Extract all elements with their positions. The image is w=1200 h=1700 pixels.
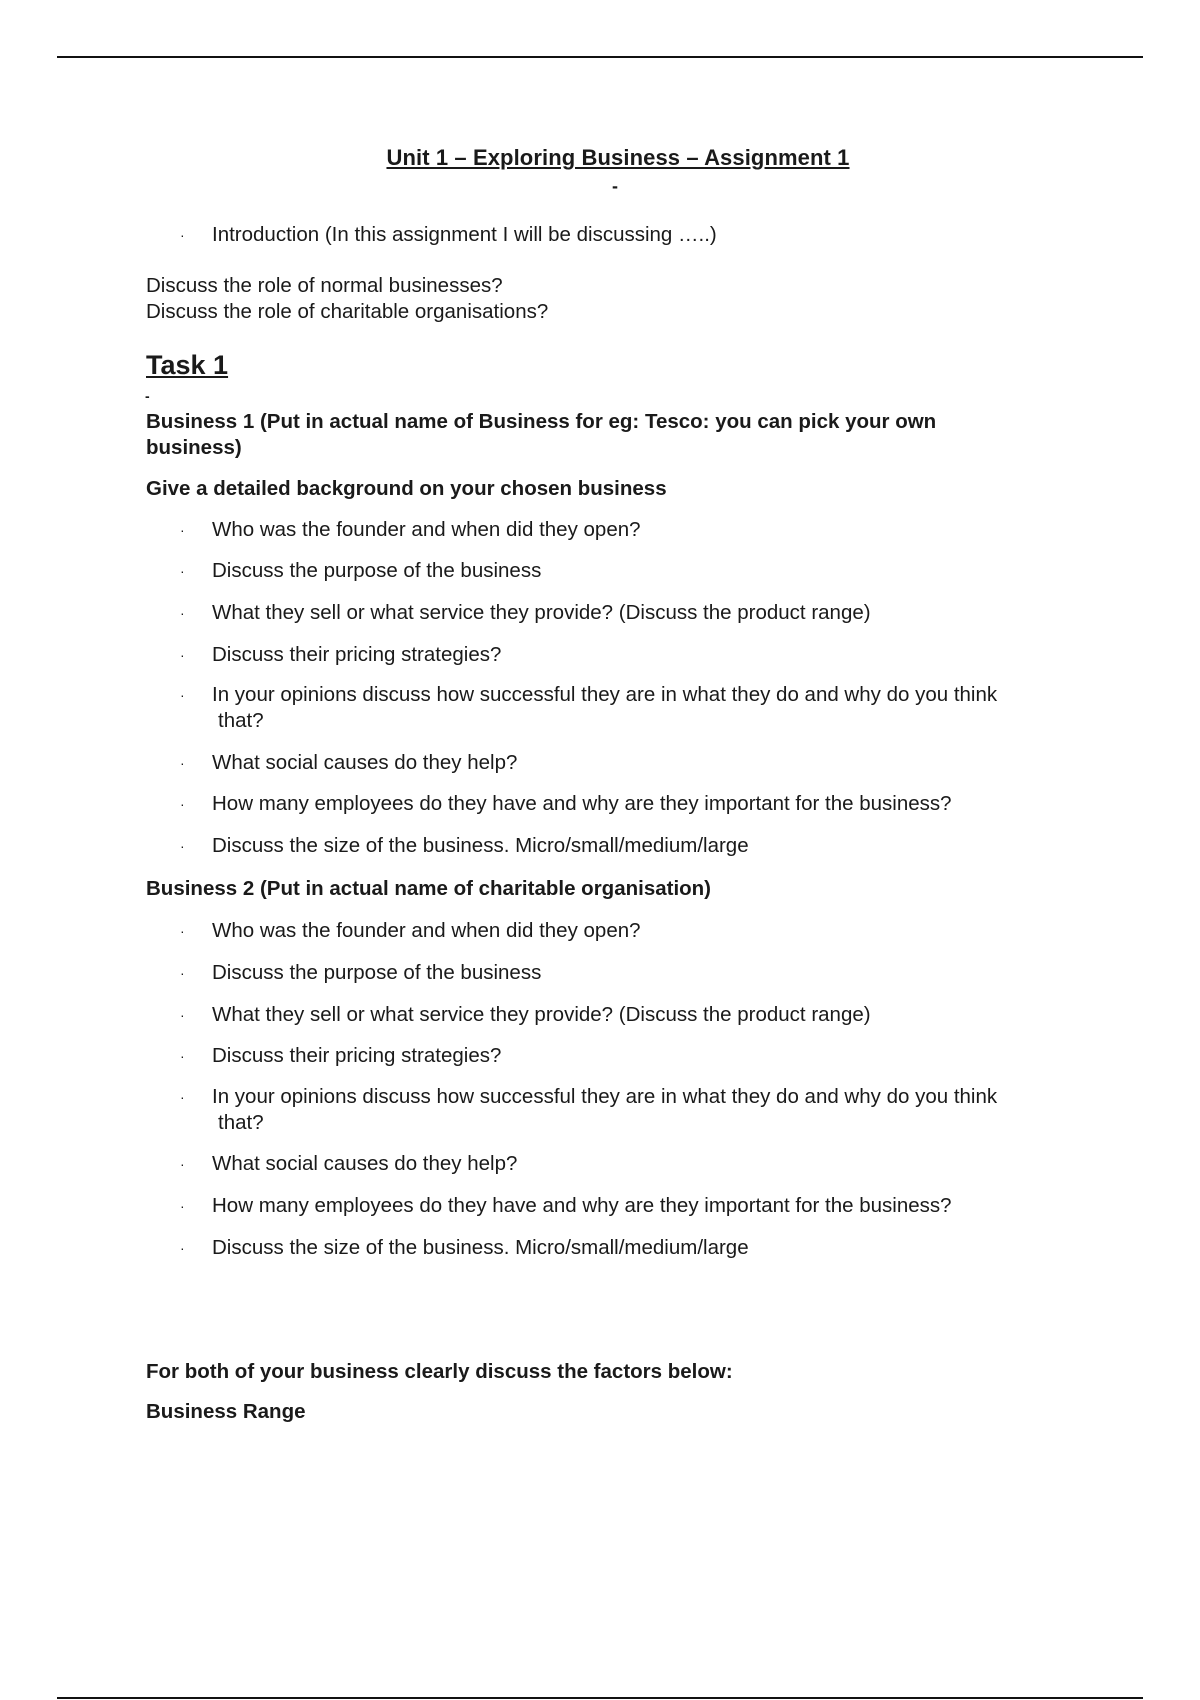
bullet-dot-icon: · [180, 1240, 185, 1256]
title-dash: - [612, 176, 618, 196]
top-rule [57, 56, 1143, 58]
bullet-dot-icon: · [180, 923, 185, 939]
bullet-text: Who was the founder and when did they open? [212, 919, 641, 942]
bullet-text: Who was the founder and when did they open? [212, 518, 641, 541]
factors-heading: For both of your business clearly discuss the factors below: [146, 1360, 733, 1383]
bullet-dot-icon: · [180, 227, 185, 243]
bullet-text: Discuss the size of the business. Micro/small/medium/large [212, 834, 749, 857]
bullet-dot-icon: · [180, 838, 185, 854]
bullet-text: What they sell or what service they provide? (Discuss the product range) [212, 1003, 871, 1026]
business2-heading: Business 2 (Put in actual name of charitable organisation) [146, 877, 712, 900]
business-range-heading: Business Range [146, 1400, 306, 1423]
business1-subheading: Give a detailed background on your chosen business [146, 477, 667, 500]
bullet-text: Discuss their pricing strategies? [212, 643, 502, 666]
bullet-text: that? [218, 709, 264, 732]
bullet-dot-icon: · [180, 563, 185, 579]
bullet-text: Discuss their pricing strategies? [212, 1044, 502, 1067]
bullet-text: What they sell or what service they provide? (Discuss the product range) [212, 601, 871, 624]
bullet-dot-icon: · [180, 1089, 185, 1105]
bullet-dot-icon: · [180, 755, 185, 771]
bullet-dot-icon: · [180, 1156, 185, 1172]
bullet-text: How many employees do they have and why are they important for the business? [212, 1194, 952, 1217]
bottom-rule [57, 1697, 1143, 1699]
discuss-line-2: Discuss the role of charitable organisations? [146, 300, 549, 323]
bullet-dot-icon: · [180, 1007, 185, 1023]
business1-heading-line1: Business 1 (Put in actual name of Business for eg: Tesco: you can pick your own [146, 410, 937, 433]
bullet-text: How many employees do they have and why are they important for the business? [212, 792, 952, 815]
bullet-text: What social causes do they help? [212, 751, 518, 774]
task-dash: - [145, 388, 150, 404]
bullet-dot-icon: · [180, 796, 185, 812]
bullet-dot-icon: · [180, 965, 185, 981]
task-heading: Task 1 [146, 350, 229, 380]
bullet-text: that? [218, 1111, 264, 1134]
bullet-dot-icon: · [180, 522, 185, 538]
bullet-dot-icon: · [180, 1198, 185, 1214]
bullet-text: Discuss the purpose of the business [212, 961, 542, 984]
bullet-dot-icon: · [180, 605, 185, 621]
bullet-dot-icon: · [180, 687, 185, 703]
intro-text: Introduction (In this assignment I will be discussing …..) [212, 223, 717, 246]
bullet-text: In your opinions discuss how successful they are in what they do and why do you think [212, 683, 998, 706]
bullet-text: Discuss the size of the business. Micro/small/medium/large [212, 1236, 749, 1259]
bullet-dot-icon: · [180, 647, 185, 663]
bullet-dot-icon: · [180, 1048, 185, 1064]
bullet-text: In your opinions discuss how successful they are in what they do and why do you think [212, 1085, 998, 1108]
bullet-text: What social causes do they help? [212, 1152, 518, 1175]
business1-heading-line2: business) [146, 436, 242, 459]
bullet-text: Discuss the purpose of the business [212, 559, 542, 582]
discuss-line-1: Discuss the role of normal businesses? [146, 274, 503, 297]
page-title: Unit 1 – Exploring Business – Assignment 1 [386, 145, 850, 170]
